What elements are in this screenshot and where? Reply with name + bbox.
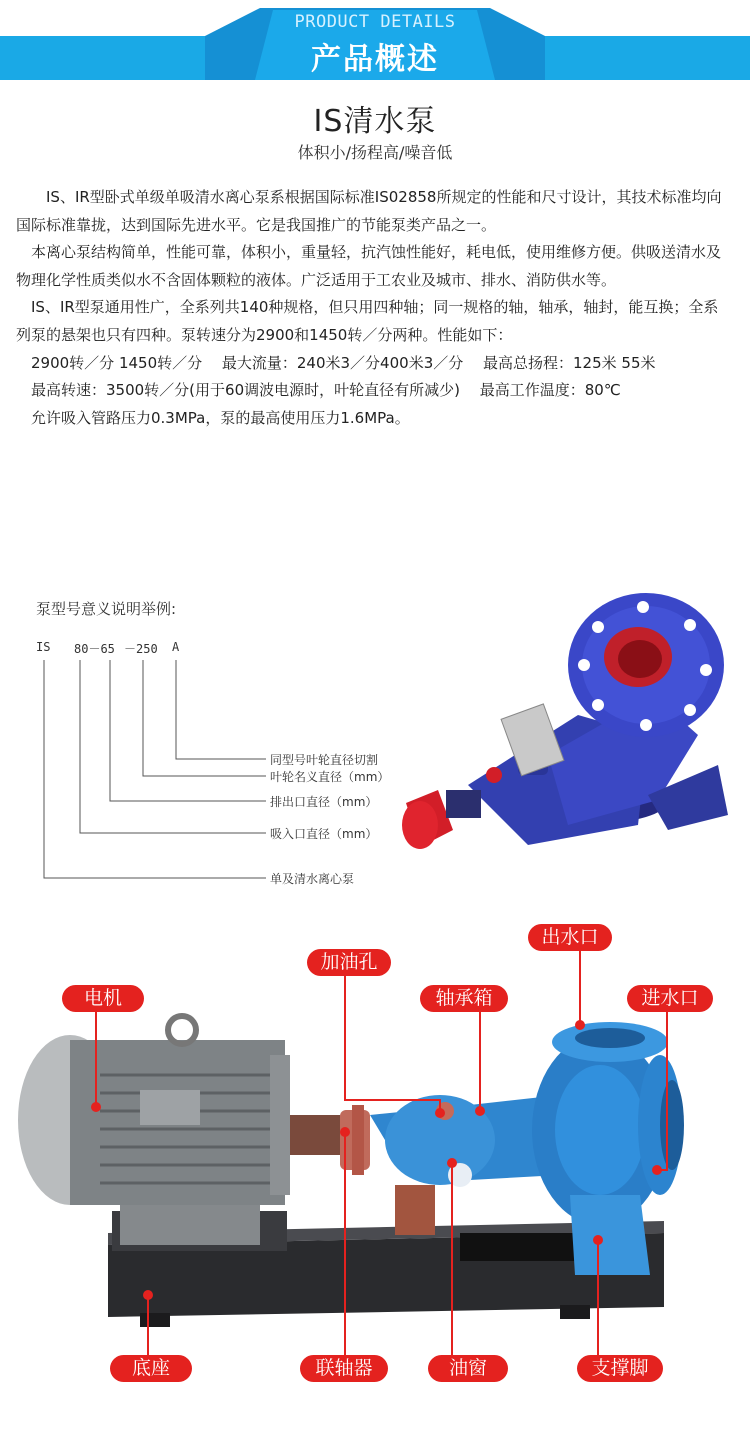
label-cut: 同型号叶轮直径切割 xyxy=(270,753,379,767)
pump-photo xyxy=(398,585,748,885)
label-inlet: 吸入口直径（mm） xyxy=(270,827,378,841)
pump-assembly-figure xyxy=(0,915,750,1437)
tag-support-foot: 支撑脚 xyxy=(577,1355,663,1382)
model-code-diagram xyxy=(30,630,410,900)
tag-oil-window: 油窗 xyxy=(428,1355,508,1382)
description-paragraph: IS、IR型泵通用性广，全系列共140种规格，但只用四种轴；同一规格的轴，轴承，轴封，能互换；全系列泵的悬架也只有四种。泵转速分为2900和1450转／分两种。性能如下： xyxy=(16,298,719,344)
label-outlet: 排出口直径（mm） xyxy=(270,795,378,809)
description-paragraph: 允许吸入管路压力0.3MPa，泵的最高使用压力1.6MPa。 xyxy=(16,408,410,427)
description-paragraph: 本离心泵结构简单，性能可靠，体积小，重量轻，抗汽蚀性能好，耗电低，使用维修方便。供吸送清水及物理化学性质类似水不含固体颗粒的液体。广泛适用于工农业及城市、排水、消防供水等。 xyxy=(16,243,722,289)
tag-outlet: 出水口 xyxy=(528,924,612,951)
label-series: 单及清水离心泵 xyxy=(270,872,355,886)
product-title: IS清水泵 xyxy=(313,104,437,139)
product-description xyxy=(16,184,732,432)
tag-motor: 电机 xyxy=(62,985,144,1012)
code-diameters: 80－65 xyxy=(74,642,115,656)
tag-coupling: 联轴器 xyxy=(300,1355,388,1382)
code-series: IS xyxy=(36,640,51,654)
description-paragraph: 最高转速：3500转／分(用于60调波电源时，叶轮直径有所减少) 最高工作温度：80℃ xyxy=(16,381,621,400)
tag-oil-hole: 加油孔 xyxy=(307,949,391,976)
header-title-en: PRODUCT DETAILS xyxy=(294,12,456,32)
model-example-title: 泵型号意义说明举例: xyxy=(36,600,177,618)
tag-base: 底座 xyxy=(110,1355,192,1382)
product-subtitle: 体积小/扬程高/噪音低 xyxy=(297,143,453,162)
description-paragraph: IS、IR型卧式单级单吸清水离心泵系根据国际标准IS02858所规定的性能和尺寸设计，其技术标准均向国际标准靠拢，达到国际先进水平。它是我国推广的节能泵类产品之一。 xyxy=(16,188,722,234)
label-impeller: 叶轮名义直径（mm） xyxy=(270,770,390,784)
code-impeller: －250 xyxy=(124,642,158,656)
code-cut: A xyxy=(172,640,180,654)
header-title-zh: 产品概述 xyxy=(311,42,439,77)
description-paragraph: 2900转／分 1450转／分 最大流量：240米3／分400米3／分 最高总扬程：125米 55米 xyxy=(16,353,656,372)
tag-inlet: 进水口 xyxy=(627,985,713,1012)
tag-bearing-box: 轴承箱 xyxy=(420,985,508,1012)
